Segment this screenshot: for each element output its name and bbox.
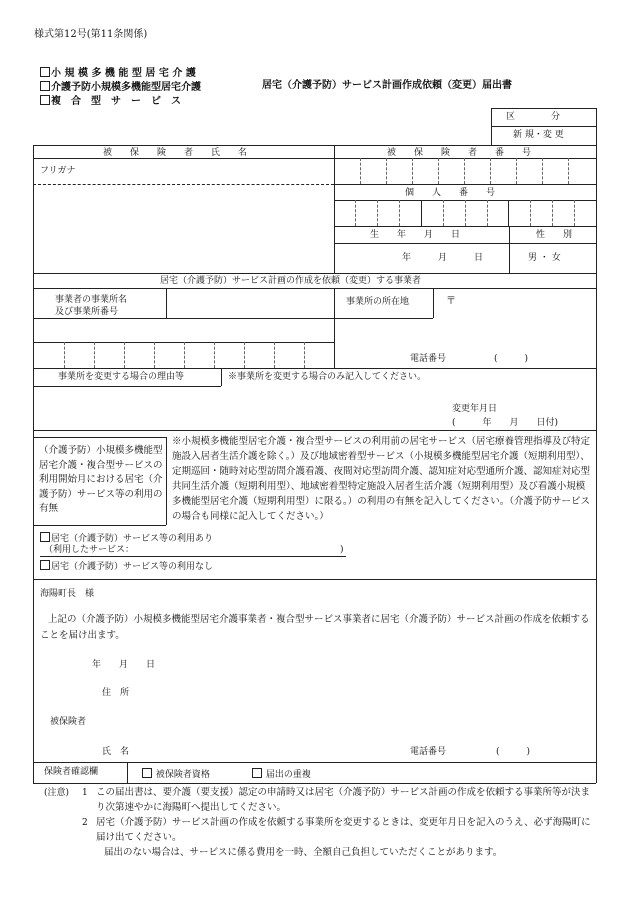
form-id: 様式第12号(第11条関係) [34,29,148,40]
notes-prefix: (注意) [44,788,70,798]
insured-number-header: 被 保 険 者 番 号 [387,148,532,158]
checkbox-icon[interactable] [40,81,50,91]
note-3: 届出のない場合は、サービスに係る費用を一時、全額自己負担していただくことがあります。 [104,847,503,858]
checkbox-icon[interactable] [40,560,50,570]
checkbox-icon[interactable] [142,768,152,778]
usage-note: ※小規模多機能型居宅介護・複合型サービスの利用前の居宅サービス（居宅療養管理指導及び特定施設入居者生活介護を除く。）及び地域密着型サービス（小規模多機能型居宅介護（短期利用型）、定期巡回・随時対応型訪問介護看護、夜間対応型訪問介護、認知症対応型通所介護、認知症対応型共同生活介護（短期利用型）、地域密着型特定施設入居者生活介護（短期利用型）及び看護小規模多機能型居宅介護（短期利用型）に限る。）の利用の有無を記入してください。（介護予防サービスの場合も同様に記入してください。） [172,436,591,522]
service-type-3: 複 合 型 サ ー ビ ス [40,95,181,107]
provider-phone-label: 電話番号 [410,354,447,364]
birth-header: 生 年 月 日 [370,230,461,240]
sex-value[interactable]: 男 ・ 女 [528,253,561,263]
note-1-number: 1 [82,788,88,798]
addressee: 海陽町長 様 [40,589,95,599]
checkbox-icon[interactable] [40,67,50,77]
insurer-check-label: 保険者確認欄 [44,767,99,777]
service-type-1: 小 規 模 多 機 能 型 居 宅 介 護 [40,67,196,79]
document-title: 居宅（介護予防）サービス計画作成依頼（変更）届出書 [262,80,512,91]
individual-number-label: 個 人 番 号 [405,188,496,198]
used-service-close: ) [340,545,344,555]
provider-section-title: 居宅（介護予防）サービス計画の作成を依頼（変更）する事業者 [160,276,422,286]
checkbox-icon[interactable] [40,532,50,542]
sex-header: 性 別 [536,230,573,240]
insurer-check-eligibility[interactable]: 被保険者資格 [142,768,210,780]
note-1: この届出書は、要介護（要支援）認定の申請時又は居宅（介護予防）サービス計画の作成を依頼する事業所等が決まり次第速やかに海陽町へ提出してください。 [96,787,591,813]
option-used[interactable]: 居宅（介護予防）サービス等の利用あり [40,532,213,544]
note-2: 居宅（介護予防）サービス計画の作成を依頼する事業所を変更するときは、変更年月日を記入のうえ、必ず海陽町に届け出てください。 [96,817,591,843]
applicant-name-label: 氏 名 [102,747,130,757]
kubun-value[interactable]: 新 規・変 更 [513,130,564,140]
applicant-address-label: 住 所 [102,688,130,698]
applicant-insured-label: 被保険者 [50,717,87,727]
checkbox-icon[interactable] [252,768,262,778]
address-label: 事業所の所在地 [346,297,410,307]
application-body: 上記の（介護予防）小規模多機能型居宅介護事業者・複合型サービス事業者に居宅（介護予防）サービス計画の作成を依頼することを届け出ます。 [40,614,590,641]
change-date-value[interactable]: ( 年 月 日付) [452,418,559,428]
change-reason-label: 事業所を変更する場合の理由等 [58,372,185,382]
postal-mark: 〒 [446,296,456,307]
furigana-label: フリガナ [40,166,76,176]
application-date[interactable]: 年 月 日 [92,660,156,670]
insurer-check-duplicate[interactable]: 届出の重複 [252,768,311,780]
note-2-number: 2 [82,818,88,828]
change-note: ※事業所を変更する場合のみ記入してください。 [228,372,427,382]
used-service-label: （利用したサービス： [44,545,135,555]
birth-value[interactable]: 年 月 日 [402,253,484,263]
service-type-2: 介護予防小規模多機能型居宅介護 [40,81,201,93]
usage-left-label: （介護予防）小規模多機能型居宅介護・複合型サービスの利用開始月における居宅（介護予防）サービス等の利用の有無 [39,445,163,514]
office-name-label: 事業者の事業所名 及び事業所番号 [55,295,128,317]
insured-name-header: 被 保 険 者 氏 名 [103,148,248,158]
option-not-used[interactable]: 居宅（介護予防）サービス等の利用なし [40,560,213,572]
kubun-label: 区 分 [506,112,561,122]
provider-phone-field[interactable]: ( ) [494,354,529,364]
change-date-label: 変更年月日 [452,404,498,414]
checkbox-icon[interactable] [40,95,50,105]
applicant-phone-field[interactable]: ( ) [496,747,531,757]
applicant-phone-label: 電話番号 [410,747,447,757]
